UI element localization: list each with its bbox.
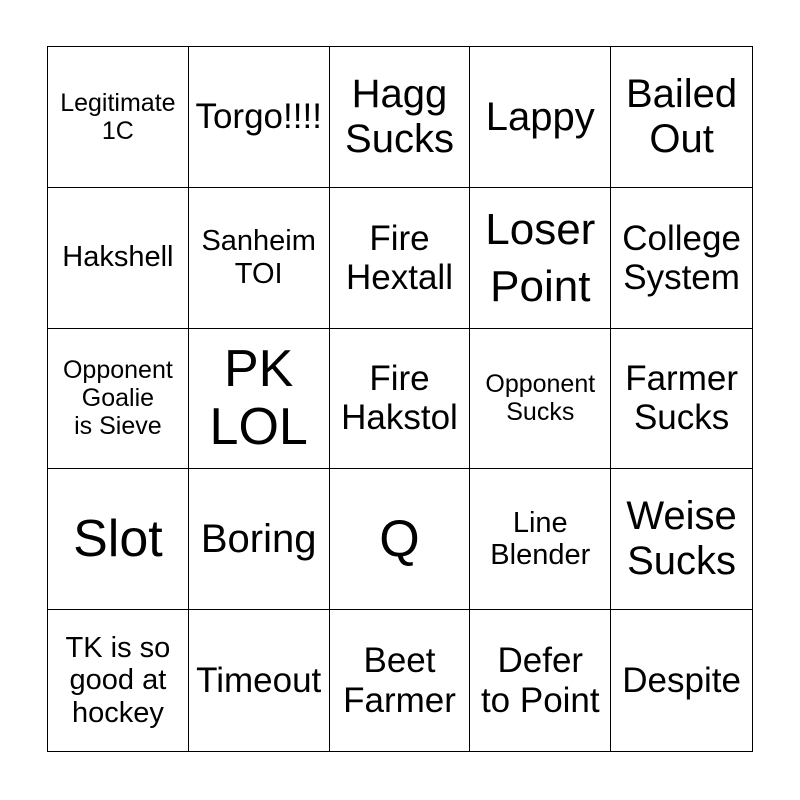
bingo-cell[interactable] xyxy=(330,329,471,470)
cell-label: Weise Sucks xyxy=(626,494,737,584)
bingo-cell[interactable] xyxy=(189,47,330,188)
bingo-cell[interactable] xyxy=(611,47,752,188)
cell-label: College System xyxy=(622,218,741,297)
bingo-cell[interactable] xyxy=(470,469,611,610)
bingo-cell[interactable] xyxy=(189,188,330,329)
cell-label: Fire Hakstol xyxy=(341,359,458,438)
bingo-cell[interactable] xyxy=(48,610,189,751)
cell-label: Hakshell xyxy=(62,241,174,274)
cell-label: PK LOL xyxy=(209,340,308,457)
cell-label: Q xyxy=(379,510,420,569)
bingo-cell[interactable] xyxy=(48,329,189,470)
cell-label: Loser Point xyxy=(485,204,596,311)
bingo-cell[interactable] xyxy=(611,329,752,470)
bingo-cell[interactable] xyxy=(611,610,752,751)
bingo-cell[interactable] xyxy=(470,188,611,329)
cell-label: Torgo!!!! xyxy=(195,97,322,137)
bingo-cell[interactable] xyxy=(470,329,611,470)
bingo-cell[interactable] xyxy=(189,329,330,470)
bingo-cell[interactable] xyxy=(611,469,752,610)
cell-label: Slot xyxy=(73,510,163,569)
bingo-cell[interactable] xyxy=(189,610,330,751)
cell-label: Beet Farmer xyxy=(343,641,456,720)
bingo-cell[interactable] xyxy=(470,610,611,751)
cell-label: Farmer Sucks xyxy=(625,359,738,438)
cell-label: Despite xyxy=(622,661,741,700)
bingo-cell[interactable] xyxy=(611,188,752,329)
cell-label: Sanheim TOI xyxy=(201,225,316,290)
cell-label: Legitimate 1C xyxy=(60,88,176,145)
bingo-cell[interactable] xyxy=(470,47,611,188)
cell-label: Opponent Sucks xyxy=(485,370,596,427)
cell-label: Timeout xyxy=(196,661,322,700)
bingo-cell[interactable] xyxy=(48,469,189,610)
cell-label: TK is so good at hockey xyxy=(65,631,171,729)
bingo-card xyxy=(47,46,753,752)
cell-label: Boring xyxy=(200,516,317,561)
cell-label: Defer to Point xyxy=(480,641,600,720)
cell-label: Lappy xyxy=(485,94,595,139)
bingo-cell[interactable] xyxy=(48,47,189,188)
cell-label: Hagg Sucks xyxy=(345,72,454,161)
cell-label: Opponent Goalie is Sieve xyxy=(62,356,173,441)
bingo-cell[interactable] xyxy=(48,188,189,329)
bingo-cell[interactable] xyxy=(189,469,330,610)
bingo-cell[interactable] xyxy=(330,188,471,329)
cell-label: Line Blender xyxy=(490,506,591,572)
bingo-cell[interactable] xyxy=(330,47,471,188)
cell-label: Fire Hextall xyxy=(346,218,453,297)
bingo-cell[interactable] xyxy=(330,469,471,610)
cell-label: Bailed Out xyxy=(625,72,738,161)
bingo-cell[interactable] xyxy=(330,610,471,751)
